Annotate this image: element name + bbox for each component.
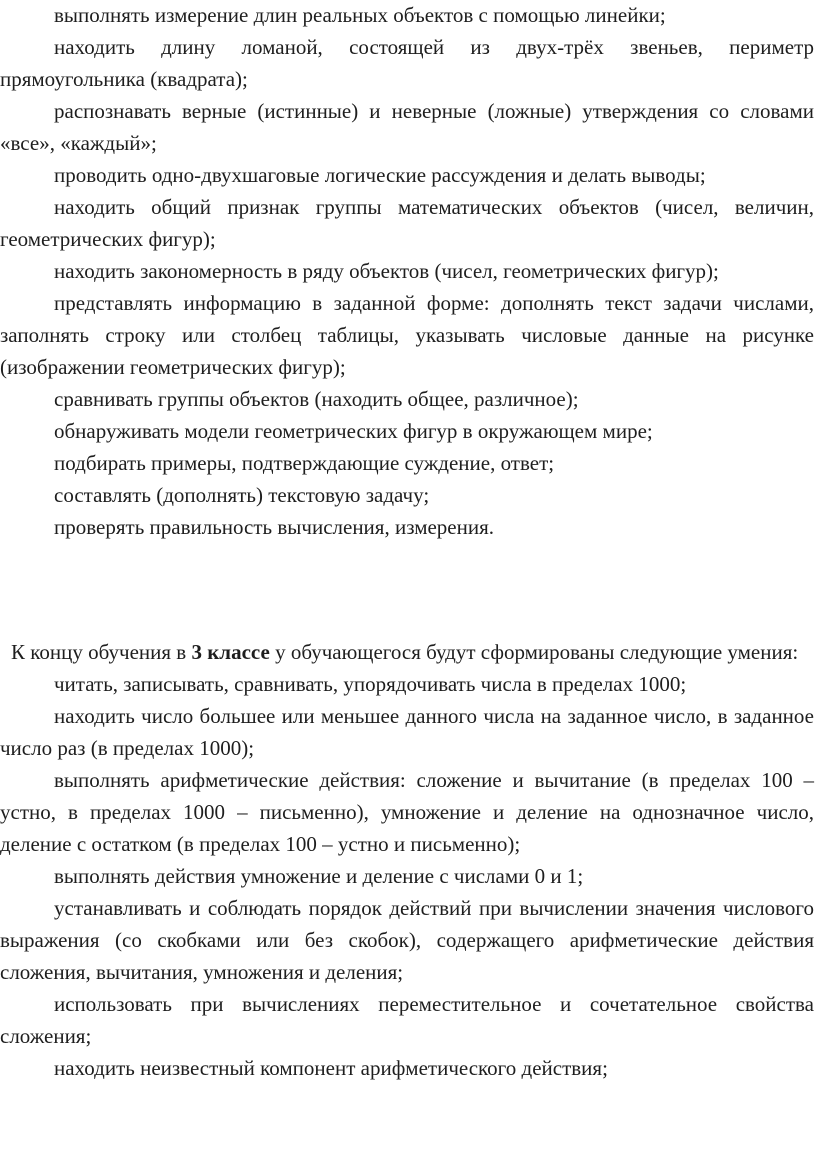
section-intro (11, 636, 815, 668)
skills-list-grade-2 (0, 0, 815, 543)
skill-item: находить длину ломаной, состоящей из двух-трёх звеньев, периметр прямоугольника (квадрата); (0, 35, 814, 91)
skill-item: выполнять арифметические действия: сложение и вычитание (в пределах 100 – устно, в пределах 1000 – письменно), умножение и деление на однозначное число, деление с остатком (в пределах 100 – устно и письменно); (0, 768, 814, 856)
skill-item: обнаруживать модели геометрических фигур в окружающем мире; (54, 419, 653, 443)
skill-item: проверять правильность вычисления, измерения. (54, 515, 495, 539)
skill-item: выполнять измерение длин реальных объектов с помощью линейки; (54, 3, 666, 27)
skill-item: читать, записывать, сравнивать, упорядочивать числа в пределах 1000; (54, 672, 687, 696)
skill-item: проводить одно-двухшаговые логические рассуждения и делать выводы; (54, 163, 706, 187)
skill-item: распознавать верные (истинные) и неверные (ложные) утверждения со словами «все», «каждый»; (0, 99, 814, 155)
skill-item: находить закономерность в ряду объектов (чисел, геометрических фигур); (54, 259, 719, 283)
skill-item: использовать при вычислениях переместительное и сочетательное свойства сложения; (0, 992, 814, 1048)
intro-text-start: К концу обучения в (11, 640, 192, 664)
skill-item: находить неизвестный компонент арифметического действия; (54, 1056, 608, 1080)
skill-item: находить общий признак группы математических объектов (чисел, величин, геометрических фигур); (0, 195, 814, 251)
skill-item: составлять (дополнять) текстовую задачу; (54, 483, 430, 507)
skills-list-grade-3 (0, 636, 815, 1084)
skill-item: выполнять действия умножение и деление с числами 0 и 1; (54, 864, 584, 888)
skill-item: сравнивать группы объектов (находить общее, различное); (54, 387, 579, 411)
intro-text-end: у обучающегося будут сформированы следующие умения: (269, 640, 799, 664)
skill-item: подбирать примеры, подтверждающие суждение, ответ; (54, 451, 555, 475)
skill-item: устанавливать и соблюдать порядок действий при вычислении значения числового выражения (со скобками или без скобок), содержащего арифметические действия сложения, вычитания, умножения и деления; (0, 896, 814, 984)
grade-highlight: 3 классе (191, 640, 270, 664)
skill-item: находить число большее или меньшее данного числа на заданное число, в заданное число раз (в пределах 1000); (0, 704, 814, 760)
skill-item: представлять информацию в заданной форме: дополнять текст задачи числами, заполнять строку или столбец таблицы, указывать числовые данные на рисунке (изображении геометрических фигур); (0, 291, 814, 379)
